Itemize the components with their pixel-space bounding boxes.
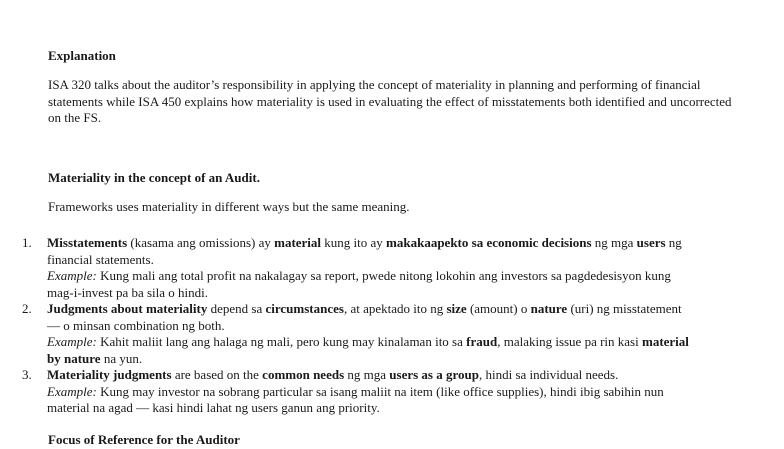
example-label: Example: (47, 334, 97, 349)
next-section-heading: Focus of Reference for the Auditor (48, 432, 240, 447)
example-text: na yun. (100, 350, 143, 366)
materiality-heading: Materiality in the concept of an Audit. (48, 170, 260, 185)
list-item (22, 301, 697, 367)
materiality-list (22, 235, 697, 417)
example-text: , malaking issue pa rin kasi (497, 334, 642, 349)
item-text: depend sa (207, 301, 266, 316)
term-bold: makakaapekto sa economic decisions (386, 235, 592, 250)
explanation-paragraph: ISA 320 talks about the auditor’s responsibility in applying the concept of materiality in planning and performing of financial statements while ISA 450 explains how materiality is used in evaluating the effect of misstatements both identified and uncorrected on the FS. (48, 77, 732, 125)
item-text: ng mga (591, 235, 637, 250)
item-text: , hindi sa individual needs. (478, 367, 619, 382)
item-text: (kasama ang omissions) ay (127, 235, 275, 250)
example-text: Kung may investor na sobrang particular sa isang maliit na item (like office supplies), hindi ibig sabihin nun material na agad — kasi hindi lahat ng users ganun ang priority. (47, 383, 664, 415)
term-bold: users as a group (389, 367, 479, 382)
item-text: (uri) ng misstatement — o minsan combination ng both. (47, 301, 682, 333)
example-label: Example: (47, 383, 97, 399)
term-bold: nature (530, 301, 568, 316)
item-text: , at apektado ito ng (343, 301, 447, 316)
list-number: 3. (22, 367, 32, 382)
list-number: 2. (22, 301, 32, 316)
term-bold: Judgments about materiality (47, 301, 208, 316)
item-text: ng mga (344, 367, 390, 382)
item-text: kung ito ay (321, 235, 387, 250)
term-bold: users (636, 235, 666, 250)
list-number: 1. (22, 235, 32, 250)
item-text: (amount) o (466, 301, 531, 316)
item-statement (47, 367, 697, 384)
example-text: Kahit maliit lang ang halaga ng mali, pero kung may kinalaman ito sa (96, 334, 467, 349)
materiality-intro: Frameworks uses materiality in different ways but the same meaning. (48, 199, 410, 214)
item-example (47, 334, 697, 367)
item-statement (47, 301, 697, 334)
list-item (22, 235, 697, 301)
term-bold: size (446, 301, 467, 316)
term-bold: material (274, 235, 322, 250)
example-text: Kung mali ang total profit na nakalagay sa report, pwede nitong lokohin ang investors sa pagdedesisyon kung mag-i-invest pa ba sila o hindi. (47, 268, 671, 300)
item-text: are based on the (171, 367, 263, 382)
term-bold: common needs (262, 367, 345, 382)
term-bold: Misstatements (47, 235, 128, 250)
example-label: Example: (47, 268, 97, 283)
explanation-heading: Explanation (48, 48, 116, 63)
item-statement (47, 235, 697, 268)
term-bold: Materiality judgments (47, 367, 172, 382)
term-bold: material by nature (47, 334, 689, 366)
item-example (47, 268, 697, 301)
term-bold: circumstances (265, 301, 344, 316)
item-example (47, 384, 697, 417)
list-item (22, 367, 697, 417)
item-text: ng financial statements. (47, 235, 682, 267)
term-bold: fraud (466, 334, 498, 349)
